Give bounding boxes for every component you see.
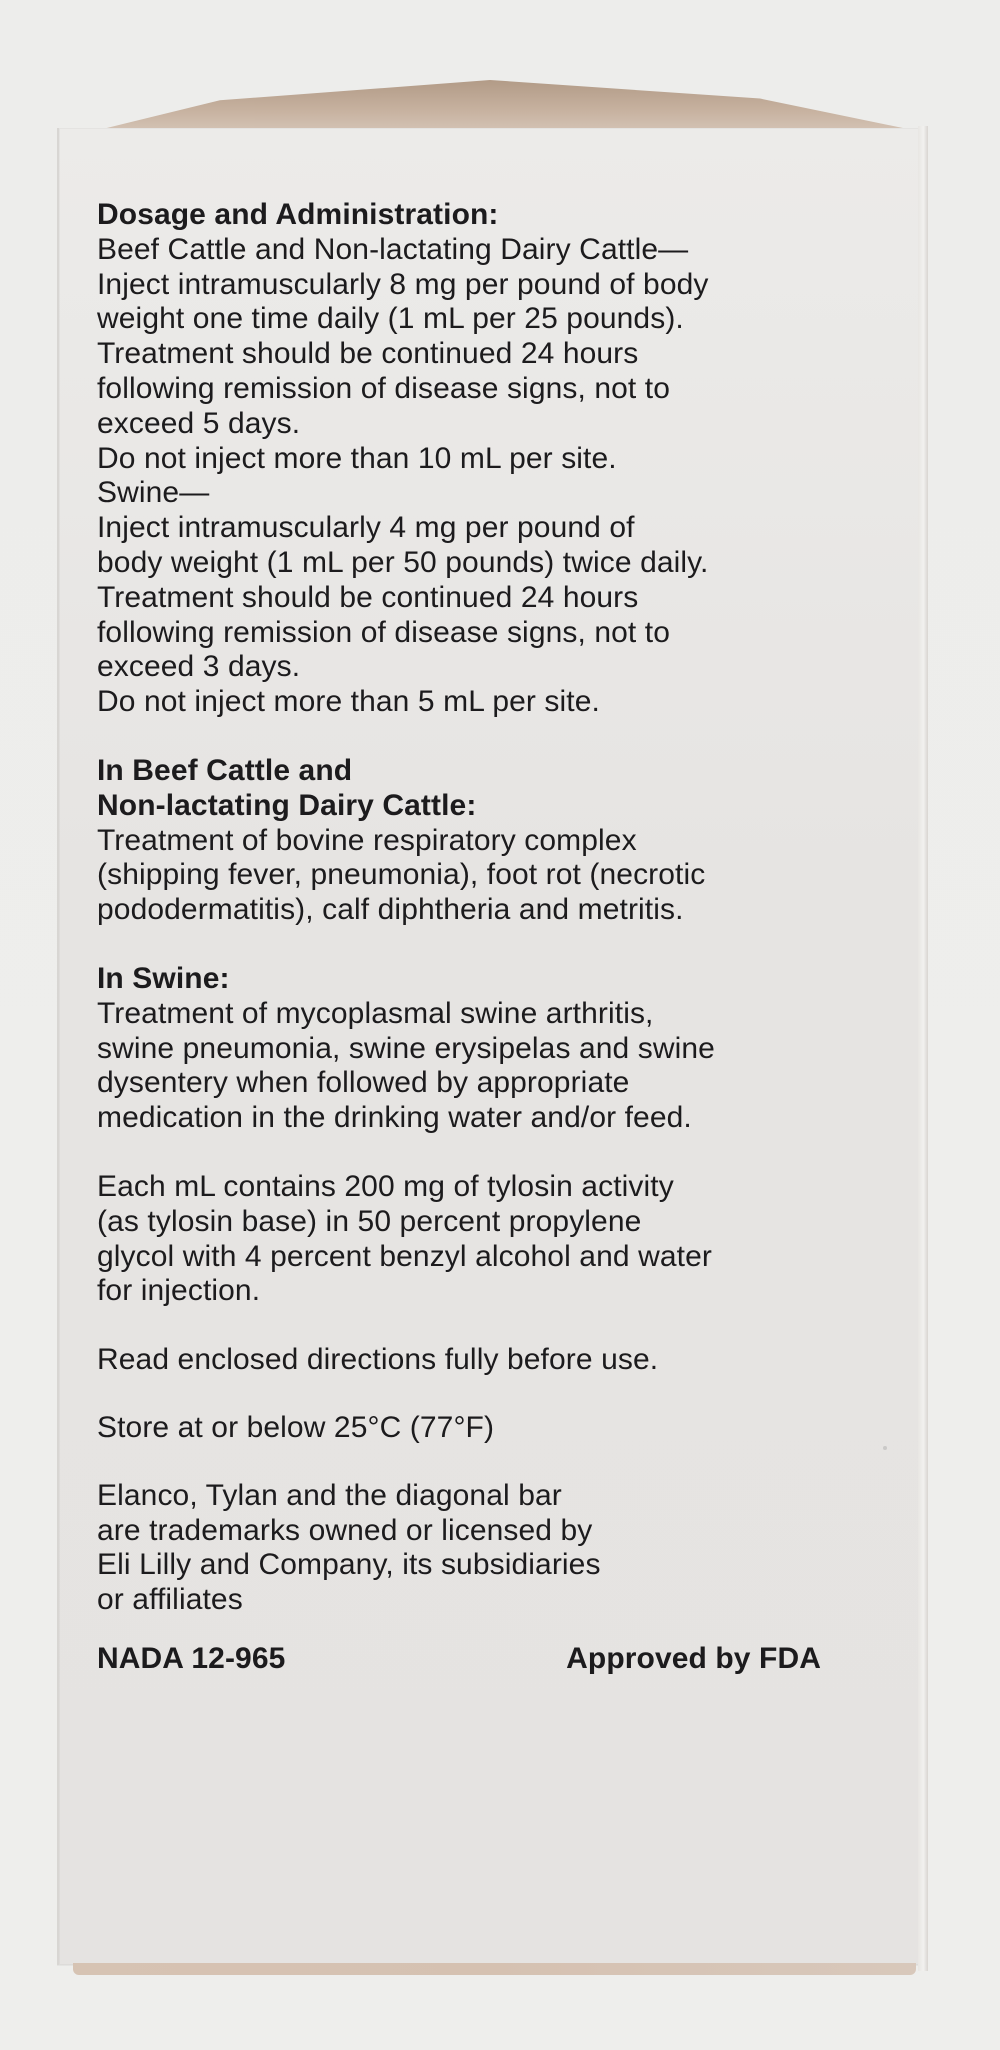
trademark-section bbox=[97, 1479, 857, 1618]
dosage-line: Do not inject more than 5 mL per site. bbox=[97, 685, 600, 719]
dosage-line: following remission of disease signs, not to bbox=[97, 615, 671, 649]
trademark-line: Elanco, Tylan and the diagonal bar bbox=[97, 1478, 562, 1512]
dosage-line: following remission of disease signs, not to bbox=[97, 371, 671, 405]
label-text-panel bbox=[97, 198, 857, 1677]
cattle-section bbox=[97, 754, 857, 928]
box-right-edge bbox=[918, 126, 928, 1971]
composition-line: for injection. bbox=[97, 1274, 261, 1308]
composition-line: Each mL contains 200 mg of tylosin activity bbox=[97, 1169, 674, 1203]
storage-section bbox=[97, 1411, 857, 1446]
section-gap bbox=[97, 720, 857, 754]
cattle-line: pododermatitis), calf diphtheria and metritis. bbox=[97, 893, 684, 927]
dosage-line: exceed 3 days. bbox=[97, 650, 301, 684]
composition-line: (as tylosin base) in 50 percent propylene bbox=[97, 1204, 642, 1238]
swine-section bbox=[97, 962, 857, 1136]
dosage-line: Beef Cattle and Non-lactating Dairy Cattle— bbox=[97, 232, 689, 266]
nada-number: NADA 12-965 bbox=[97, 1641, 286, 1675]
regulatory-footer bbox=[97, 1642, 821, 1677]
dosage-line: Swine— bbox=[97, 476, 210, 510]
composition-section bbox=[97, 1170, 857, 1309]
trademark-line: are trademarks owned or licensed by bbox=[97, 1513, 593, 1547]
dosage-line: Do not inject more than 10 mL per site. bbox=[97, 441, 617, 475]
dosage-line: Treatment should be continued 24 hours bbox=[97, 580, 639, 614]
swine-line: medication in the drinking water and/or feed. bbox=[97, 1101, 692, 1135]
dosage-line: weight one time daily (1 mL per 25 pounds). bbox=[97, 302, 684, 336]
dosage-line: Treatment should be continued 24 hours bbox=[97, 337, 639, 371]
dosage-line: Inject intramuscularly 8 mg per pound of body bbox=[97, 267, 709, 301]
cattle-heading-line: Non-lactating Dairy Cattle: bbox=[97, 788, 477, 822]
dosage-section bbox=[97, 198, 857, 720]
dosage-line: Inject intramuscularly 4 mg per pound of bbox=[97, 511, 635, 545]
section-gap bbox=[97, 1136, 857, 1170]
trademark-line: or affiliates bbox=[97, 1583, 243, 1617]
cattle-line: Treatment of bovine respiratory complex bbox=[97, 823, 637, 857]
storage-text: Store at or below 25°C (77°F) bbox=[97, 1410, 495, 1444]
surface-speck bbox=[883, 1446, 887, 1450]
trademark-line: Eli Lilly and Company, its subsidiaries bbox=[97, 1548, 601, 1582]
directions-text: Read enclosed directions fully before use. bbox=[97, 1343, 659, 1377]
directions-section bbox=[97, 1343, 857, 1378]
section-gap bbox=[97, 928, 857, 962]
section-gap bbox=[97, 1378, 857, 1411]
dosage-line: exceed 5 days. bbox=[97, 406, 301, 440]
swine-line: Treatment of mycoplasmal swine arthritis, bbox=[97, 996, 654, 1030]
swine-line: dysentery when followed by appropriate bbox=[97, 1066, 630, 1100]
section-gap bbox=[97, 1446, 857, 1479]
swine-line: swine pneumonia, swine erysipelas and swine bbox=[97, 1031, 715, 1065]
cattle-line: (shipping fever, pneumonia), foot rot (necrotic bbox=[97, 858, 706, 892]
dosage-heading: Dosage and Administration: bbox=[97, 198, 499, 231]
fda-approval: Approved by FDA bbox=[566, 1641, 821, 1675]
dosage-line: body weight (1 mL per 50 pounds) twice daily. bbox=[97, 545, 709, 579]
composition-line: glycol with 4 percent benzyl alcohol and water bbox=[97, 1239, 712, 1273]
swine-heading: In Swine: bbox=[97, 961, 230, 995]
cattle-heading-line: In Beef Cattle and bbox=[97, 753, 353, 787]
section-gap bbox=[97, 1309, 857, 1343]
box-bottom-edge bbox=[73, 1963, 916, 1975]
